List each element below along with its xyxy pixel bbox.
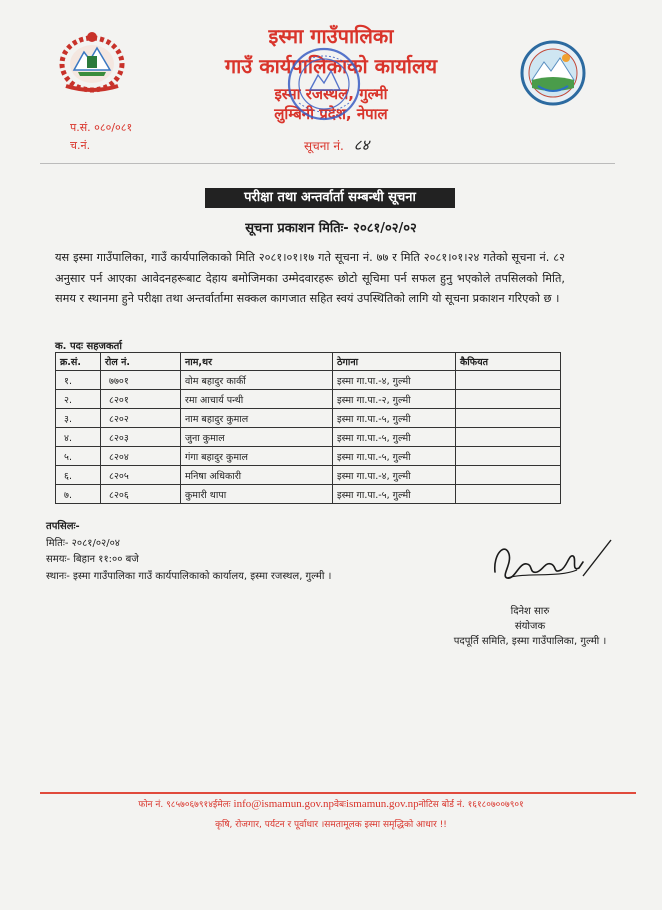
cell-address: इस्मा गा.पा.-५, गुल्मी xyxy=(333,428,456,447)
exam-time: समयः- बिहान ११:०० बजे xyxy=(46,554,139,565)
cell-name: रमा आचार्य पन्थी xyxy=(181,390,333,409)
footer-contacts xyxy=(0,797,662,810)
cell-remarks xyxy=(456,485,561,504)
post-title: क. पदः सहजकर्ता xyxy=(55,341,122,352)
table-header-row xyxy=(56,353,561,371)
footer-email-label: ईमेलः xyxy=(212,800,231,810)
cell-address: इस्मा गा.पा.-५, गुल्मी xyxy=(333,485,456,504)
table-row xyxy=(56,371,561,390)
table-row xyxy=(56,409,561,428)
cell-sn: ५. xyxy=(56,447,101,466)
notice-body: यस इस्मा गाउँपालिका, गाउँ कार्यपालिकाको मिति २०८१।०१।१७ गते सूचना नं. ७७ र मिति २०८१।०१।२४ गतेको सूचना नं. ८२ अनुसार पर्न आएका आवेदनहरूबाट देहाय बमोजिमका उम्मेदवारहरू छोटो सूचिमा पर्न सफल हुनु भएकोले तपसिलको मिति, समय र स्थानमा हुने परीक्षा तथा अन्तर्वार्तामा सक्कल कागजात सहित स्वयं उपस्थितिको लागि यो सूचना प्रकाशन गरिएको छ । xyxy=(55,251,565,305)
exam-place: स्थानः- इस्मा गाउँपालिका गाउँ कार्यपालिकाको कार्यालय, इस्मा रजस्थल, गुल्मी । xyxy=(46,570,332,582)
table-row xyxy=(56,466,561,485)
footer-divider xyxy=(40,792,636,794)
cell-remarks xyxy=(456,428,561,447)
reference-number: प.सं. ०८०/०८१ xyxy=(70,121,133,134)
col-header-sn: क्र.सं. xyxy=(56,353,101,371)
footer-email[interactable]: info@ismamun.gov.np xyxy=(233,798,334,810)
cell-remarks xyxy=(456,371,561,390)
office-address: इस्मा रजस्थल, गुल्मी xyxy=(274,85,388,103)
table-row xyxy=(56,390,561,409)
cell-roll: ८२०३ xyxy=(101,428,181,447)
exam-details xyxy=(46,519,331,585)
publish-date: सूचना प्रकाशन मितिः- २०८१/०२/०२ xyxy=(245,221,417,236)
dispatch-number: च.नं. xyxy=(70,139,91,152)
office-stamp-icon xyxy=(285,45,363,123)
col-header-address: ठेगाना xyxy=(333,353,456,371)
cell-remarks xyxy=(456,390,561,409)
candidate-table xyxy=(55,352,561,504)
cell-sn: ३. xyxy=(56,409,101,428)
cell-name: जुना कुमाल xyxy=(181,428,333,447)
signatory-block xyxy=(420,604,640,649)
footer-phone: फोन नं. ९८५७०६७९१४ xyxy=(138,800,213,810)
footer-web-label: वेबः xyxy=(333,800,346,810)
notice-number-label: सूचना नं. xyxy=(304,139,344,153)
exam-date: मितिः- २०८१/०२/०४ xyxy=(46,537,121,549)
details-heading: तपसिलः- xyxy=(46,521,80,532)
office-name: गाउँ कार्यपालिकाको कार्यालय xyxy=(224,54,438,78)
header-divider xyxy=(40,163,615,164)
cell-address: इस्मा गा.पा.-२, गुल्मी xyxy=(333,390,456,409)
cell-sn: २. xyxy=(56,390,101,409)
municipality-logo-icon xyxy=(520,40,586,106)
table-row xyxy=(56,428,561,447)
cell-name: वोम बहादुर कार्की xyxy=(181,371,333,390)
signatory-name: दिनेश सारु xyxy=(510,606,550,617)
cell-address: इस्मा गा.पा.-४, गुल्मी xyxy=(333,466,456,485)
cell-address: इस्मा गा.पा.-५, गुल्मी xyxy=(333,447,456,466)
cell-name: नाम बहादुर कुमाल xyxy=(181,409,333,428)
table-row xyxy=(56,485,561,504)
footer-notice-board: नोटिस बोर्ड नं. १६१८०७००७९०१ xyxy=(418,800,524,810)
cell-sn: ६. xyxy=(56,466,101,485)
notice-number-value: ८४ xyxy=(353,136,370,154)
province-country: लुम्बिनी प्रदेश, नेपाल xyxy=(274,105,388,123)
footer-slogan: कृषि, रोजगार, पर्यटन र पूर्वाधार ।समतामूलक इस्मा समृद्धिको आधार !! xyxy=(215,820,447,830)
cell-roll: ८२०४ xyxy=(101,447,181,466)
cell-roll: ८२०६ xyxy=(101,485,181,504)
cell-sn: ४. xyxy=(56,428,101,447)
cell-name: कुमारी थापा xyxy=(181,485,333,504)
org-name: इस्मा गाउँपालिका xyxy=(268,24,394,48)
cell-roll: ८२०२ xyxy=(101,409,181,428)
cell-name: मनिषा अधिकारी xyxy=(181,466,333,485)
cell-address: इस्मा गा.पा.-४, गुल्मी xyxy=(333,371,456,390)
notice-number xyxy=(304,135,369,155)
cell-sn: ७. xyxy=(56,485,101,504)
col-header-name: नाम,थर xyxy=(181,353,333,371)
cell-remarks xyxy=(456,409,561,428)
cell-remarks xyxy=(456,466,561,485)
col-header-remarks: कैफियत xyxy=(456,353,561,371)
cell-roll: ७७०१ xyxy=(101,371,181,390)
cell-sn: १. xyxy=(56,371,101,390)
cell-remarks xyxy=(456,447,561,466)
signature-icon xyxy=(487,532,617,588)
signatory-role: संयोजक xyxy=(514,621,546,632)
cell-name: गंगा बहादुर कुमाल xyxy=(181,447,333,466)
notice-title: परीक्षा तथा अन्तर्वार्ता सम्बन्धी सूचना xyxy=(205,188,455,208)
cell-roll: ८२०१ xyxy=(101,390,181,409)
cell-address: इस्मा गा.पा.-५, गुल्मी xyxy=(333,409,456,428)
signatory-committee: पदपूर्ति समिति, इस्मा गाउँपालिका, गुल्मी । xyxy=(453,636,607,647)
table-row xyxy=(56,447,561,466)
col-header-roll: रोल नं. xyxy=(101,353,181,371)
cell-roll: ८२०५ xyxy=(101,466,181,485)
footer-website[interactable]: ismamun.gov.np xyxy=(345,798,419,810)
